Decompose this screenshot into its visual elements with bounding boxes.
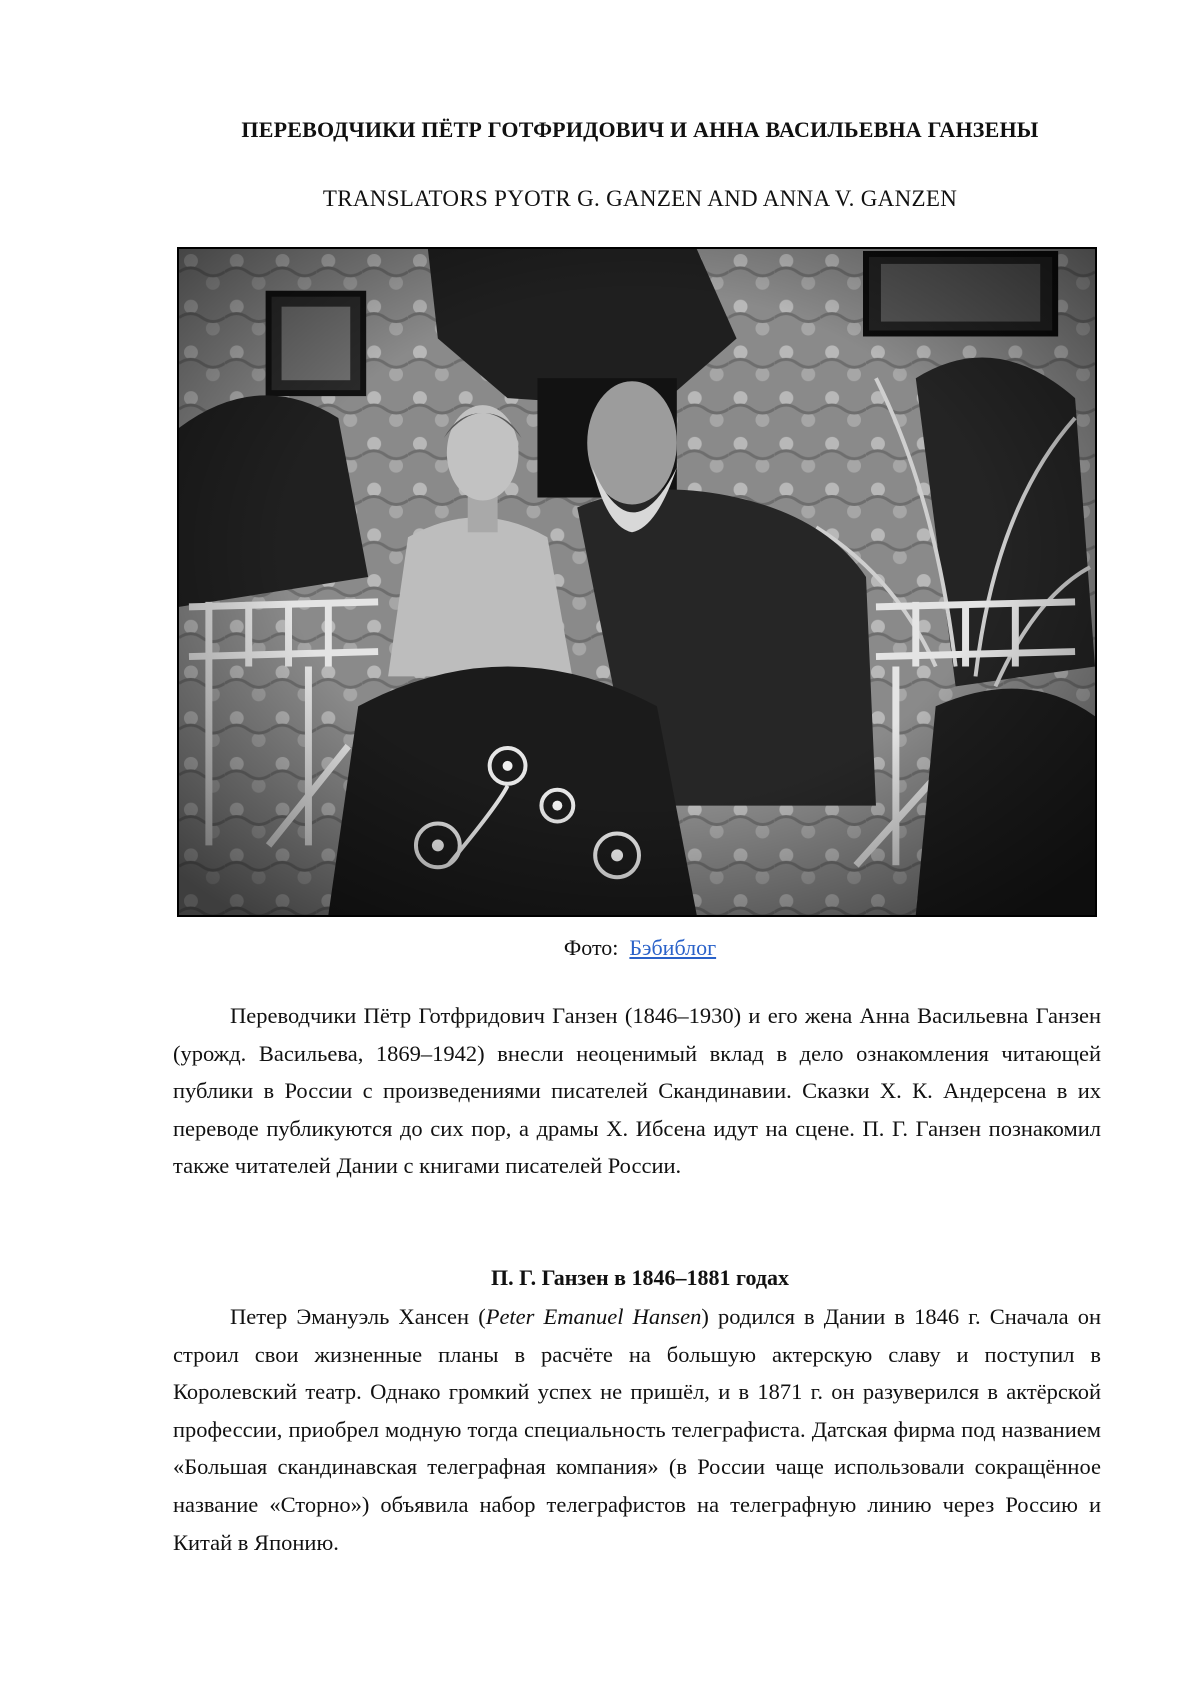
caption-prefix: Фото: bbox=[563, 935, 619, 960]
title-english: TRANSLATORS PYOTR G. GANZEN AND ANNA V. GANZEN bbox=[322, 186, 958, 211]
paragraph-2-rest: ) родился в Дании в 1846 г. Сначала он строил свои жизненные планы в расчёте на большую актерскую славу и поступил в Королевский театр. Однако громкий успех не пришёл, и в 1871 г. он разуверился в актёрской профессии, приобрел модную тогда специальность телеграфиста. Датская фирма под названием «Большая скандинавская телеграфная компания» (в России чаще использовали сокращённое название «Сторно») объявила набор телеграфистов на телеграфную линию через Россию и Китай в Японию. bbox=[173, 1304, 1101, 1555]
paragraph-2-start: Петер Эмануэль Хансен ( bbox=[230, 1304, 486, 1329]
title-russian: ПЕРЕВОДЧИКИ ПЁТР ГОТФРИДОВИЧ И АННА ВАСИЛЬЕВНА ГАНЗЕНЫ bbox=[241, 117, 1039, 142]
paragraph-2-italic-name: Peter Emanuel Hansen bbox=[485, 1304, 702, 1329]
photo-caption bbox=[200, 934, 1080, 962]
photo-ganzen-couple bbox=[177, 247, 1097, 917]
caption-source-link[interactable]: Бэбиблог bbox=[629, 935, 717, 960]
paragraph-biography bbox=[173, 1298, 1101, 1561]
section-heading: П. Г. Ганзен в 1846–1881 годах bbox=[491, 1265, 789, 1290]
paragraph-intro: Переводчики Пётр Готфридович Ганзен (1846–1930) и его жена Анна Васильевна Ганзен (урожд. Васильева, 1869–1942) внесли неоценимый вклад в дело ознакомления читающей публики в России с произведениями писателей Скандинавии. Сказки Х. К. Андерсена в их переводе публикуются до сих пор, а драмы Х. Ибсена идут на сцене. П. Г. Ганзен познакомил также читателей Дании с книгами писателей России. bbox=[173, 1003, 1101, 1179]
